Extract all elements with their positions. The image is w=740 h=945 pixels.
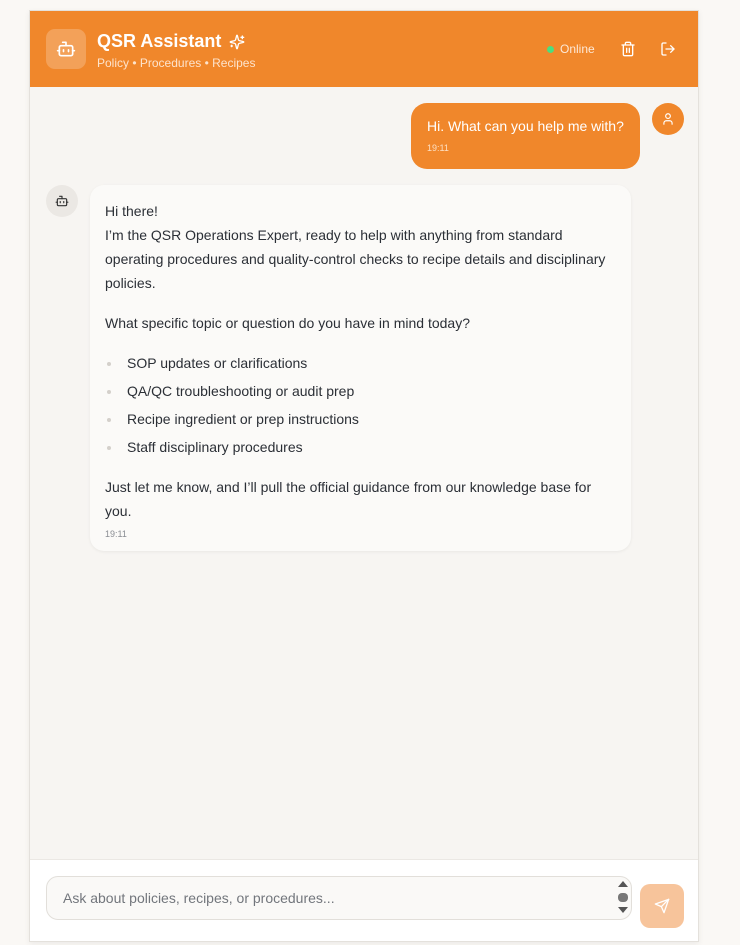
list-item: Staff disciplinary procedures (105, 435, 615, 463)
input-scrollbar[interactable] (616, 878, 630, 918)
send-icon (654, 898, 670, 914)
status-dot-icon (547, 46, 554, 53)
assistant-avatar (46, 185, 78, 217)
message-composer (30, 859, 699, 942)
scroll-up-icon[interactable] (618, 881, 628, 887)
bot-logo-icon (46, 29, 86, 69)
status-label: Online (560, 42, 595, 56)
assistant-greeting: Hi there! (105, 203, 158, 219)
scroll-down-icon[interactable] (618, 907, 628, 913)
message-input-wrapper (46, 876, 632, 920)
message-input[interactable] (47, 877, 631, 919)
assistant-message (90, 185, 631, 551)
app-subtitle: Policy • Procedures • Recipes (97, 56, 256, 70)
list-item: QA/QC troubleshooting or audit prep (105, 379, 615, 407)
send-button[interactable] (640, 884, 684, 928)
trash-icon (620, 41, 636, 57)
assistant-intro: I’m the QSR Operations Expert, ready to help with anything from standard operating procedures and quality-control checks to recipe details and disciplinary policies. (105, 227, 606, 291)
assistant-closing: Just let me know, and I’ll pull the official guidance from our knowledge base for you. (105, 479, 592, 519)
chat-header (30, 11, 699, 87)
user-avatar (652, 103, 684, 135)
scroll-thumb[interactable] (618, 893, 628, 902)
user-message (411, 103, 640, 169)
bot-icon (55, 194, 69, 208)
chat-app (29, 10, 699, 942)
logout-icon (660, 41, 676, 57)
logout-button[interactable] (658, 39, 678, 59)
user-icon (661, 112, 675, 126)
sparkles-icon (229, 34, 245, 50)
assistant-question: What specific topic or question do you have in mind today? (105, 315, 470, 331)
user-message-time: 19:11 (427, 143, 449, 153)
user-message-text: Hi. What can you help me with? (427, 118, 624, 134)
app-title: QSR Assistant (97, 31, 222, 51)
list-item: Recipe ingredient or prep instructions (105, 407, 615, 435)
topic-list (105, 351, 615, 463)
list-item: SOP updates or clarifications (105, 351, 615, 379)
assistant-message-time: 19:11 (105, 529, 127, 539)
online-status (547, 42, 595, 56)
clear-chat-button[interactable] (618, 39, 638, 59)
